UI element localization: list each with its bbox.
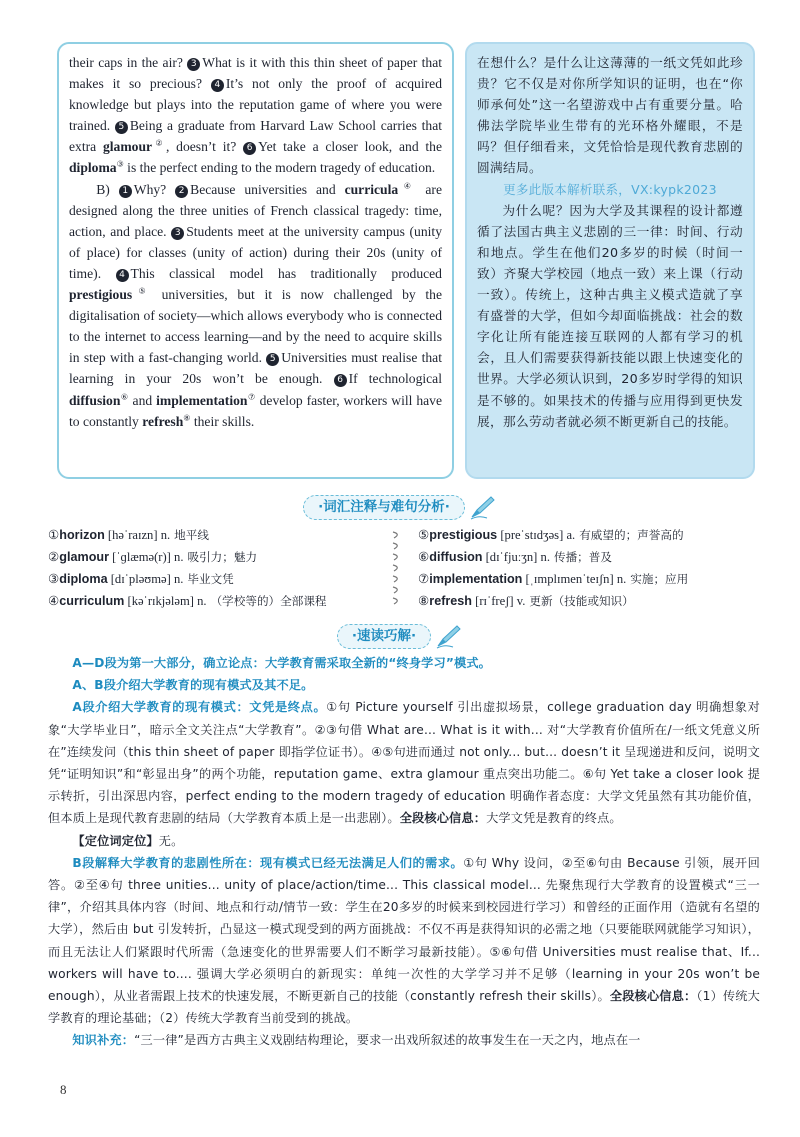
- passage-text: Yet take a closer look, and the: [258, 139, 443, 155]
- vocab-phonetic: [rɪˈfreʃ]: [472, 594, 517, 608]
- vocab-column-left: [48, 524, 368, 612]
- analysis-b-core: （1）传统大学教育的理论基础；（2）传统大学教育当前受到的挑战。: [48, 989, 760, 1026]
- vocab-index: ③: [48, 572, 60, 586]
- vocab-definition: 有威望的；声誉高的: [579, 528, 684, 542]
- page-number: 8: [60, 1082, 67, 1097]
- vocab-keyword: glamour: [102, 139, 153, 155]
- translation-b: 为什么呢？因为大学及其课程的设计都遵循了法国古典主义悲剧的三一律：时间、行动和地点。学生在他们20多岁的时候（时间一致）齐聚大学校园（地点一致）来上课（行动一致）。传统上，这种古典主义模式造就了享有盛誉的大学，但如今却面临挑战：社会的数字化让所有能连接互联网的人都有学习的机会，且人们需要获得新技能以跟上快速变化的世界。大学必须认识到，20多岁时学得的知识是不够的。如果技术的传播与应用得到更快发展，那么劳动者就必须不断更新自己的技能。: [477, 202, 743, 429]
- vocab-keyword: diploma: [69, 160, 117, 176]
- analysis-a-core-label: 全段核心信息：: [399, 811, 487, 826]
- pen-icon: [435, 623, 463, 649]
- sentence-number-icon: 4: [211, 79, 224, 92]
- locate-word-label: 【定位词定位】: [72, 833, 159, 848]
- vocab-pos: n.: [173, 572, 184, 586]
- passage-text: develop faster, workers will have to constantly: [69, 392, 442, 429]
- analysis-a-core: 大学文凭是教育的终点。: [486, 811, 622, 826]
- passage-text: and: [128, 392, 157, 408]
- passage-text: It’s not only the proof of acquired knowledge but plays into the reputation game of where you were trained.: [69, 76, 442, 134]
- vocab-column-right: [418, 524, 738, 612]
- vocab-pos: v.: [516, 594, 526, 608]
- vocab-phonetic: [dɪˈfjuːʒn]: [482, 550, 541, 564]
- vocab-item-diffusion: [418, 546, 738, 568]
- sentence-number-icon: 6: [243, 142, 256, 155]
- vocab-section-header: [0, 494, 800, 520]
- vocab-index: ①: [48, 528, 60, 542]
- analysis-ad-heading: A—D段为第一大部分，确立论点：大学教育需采取全新的“终身学习”模式。: [72, 656, 492, 670]
- vocab-item-diploma: [48, 568, 368, 590]
- vocab-word: horizon: [59, 528, 105, 542]
- knowledge-text: “三一律”是西方古典主义戏剧结构理论，要求一出戏所叙述的故事发生在一天之内，地点在一: [134, 1033, 641, 1048]
- vocab-phonetic: [həˈraɪzn]: [104, 528, 161, 542]
- sentence-number-icon: 3: [171, 227, 184, 240]
- analysis-ab-heading: A、B段介绍大学教育的现有模式及其不足。: [72, 678, 314, 693]
- vocab-definition: （学校等的）全部课程: [210, 594, 327, 608]
- analysis-section: [48, 652, 760, 1052]
- locate-word-value: 无。: [158, 833, 184, 848]
- vocab-word: implementation: [429, 572, 523, 586]
- vocab-pos: n.: [160, 528, 171, 542]
- vocab-word: diploma: [59, 572, 108, 586]
- vocab-word: prestigious: [429, 528, 498, 542]
- passage-text: Because universities and: [190, 181, 345, 197]
- footnote-marker: ⑦: [247, 391, 256, 401]
- vocab-keyword: diffusion: [69, 392, 121, 408]
- vocab-item-implementation: [418, 568, 738, 590]
- passage-text: What is it with this thin sheet of paper that makes it so precious?: [69, 55, 443, 92]
- vocab-definition: 实施；应用: [630, 572, 689, 586]
- vocab-pos: n.: [540, 550, 550, 564]
- vocab-keyword: refresh: [142, 413, 184, 429]
- knowledge-supplement: [48, 1029, 760, 1051]
- vocab-word: diffusion: [429, 550, 483, 564]
- chinese-translation-box: [465, 42, 755, 479]
- vocab-definition: 传播；普及: [553, 550, 612, 564]
- vocab-pos: n.: [197, 594, 207, 608]
- analysis-a-paragraph: [48, 696, 760, 829]
- analysis-b-label: B段解释大学教育的悲剧性所在：现有模式已经无法满足人们的需求。: [72, 855, 464, 870]
- vocab-word: curriculum: [59, 594, 125, 608]
- vocab-phonetic: [ˈɡlæmə(r)]: [108, 550, 175, 564]
- passage-a-continued: [69, 52, 442, 179]
- passage-text: universities, but it is now challenged by the digitalisation of society—which allows everybody who is connected to the internet to access learning—and by the need to acquire skills in step with a fast-changing world.: [69, 287, 442, 366]
- passage-text: is the perfect ending to the modern tragedy of education.: [123, 160, 436, 176]
- english-passage-box: [57, 42, 454, 479]
- analysis-a-label: A段介绍大学教育的现有模式：文凭是终点。: [72, 700, 327, 715]
- vocab-phonetic: [dɪˈpləʊmə]: [107, 572, 174, 586]
- passage-text: Students meet at the university campus (unity of place) for classes (unity of action) during their 20s (unity of time).: [69, 223, 442, 281]
- sentence-number-icon: 4: [116, 269, 129, 282]
- vocab-index: ④: [48, 594, 60, 608]
- passage-text: Being a graduate from Harvard Law School carries that extra: [69, 118, 442, 155]
- vocab-word: glamour: [59, 550, 109, 564]
- vocab-pos: n.: [616, 572, 627, 586]
- passage-b: [69, 179, 442, 432]
- vocab-item-glamour: [48, 546, 368, 568]
- sentence-number-icon: 5: [115, 121, 128, 134]
- sentence-number-icon: 6: [334, 374, 347, 387]
- analysis-b-core-label: 全段核心信息：: [609, 989, 697, 1004]
- reading-section-title: ·速读巧解·: [337, 624, 431, 649]
- vocab-index: ②: [48, 550, 60, 564]
- vocab-index: ⑧: [418, 594, 430, 608]
- vocab-phonetic: [preˈstɪdʒəs]: [497, 528, 567, 542]
- vocab-section-title: ·词汇注释与难句分析·: [303, 495, 465, 520]
- passage-text: Universities must realise that learning in your 20s won’t be enough.: [69, 350, 442, 387]
- analysis-b-paragraph: [48, 852, 760, 1030]
- passage-text: their caps in the air?: [69, 55, 188, 70]
- passage-text: , doesn’t it?: [166, 139, 244, 155]
- analysis-b-body: ①句 Why 设问，②至⑥句由 Because 引领，展开回答。②至④句 three unities... unity of place/action/time... This classical model... 先聚焦现行大学教育的设置模式“三一律”，介绍其具体内容（时间、地点和行动/情节一致：学生在20多岁的时候来到校园进行学习）和曾经的正面作用（造就有名望的大学），然后由 but 引发转折，凸显这一模式现受到的两方面挑战：不仅不再是获得知识的必需之地（只要能联网就能学习知识），而且无法让人们紧跟时代所需（急速变化的世界需要人们不断学习最新技能）。⑤⑥句借 Universities must realise that、If... workers will have to.... 强调大学必须明白的新现实：单纯一次性的大学学习并不足够（learning in your 20s won’t be enough），从业者需跟上技术的快速发展，不断更新自己的技能（constantly refresh their skills）。: [48, 855, 760, 1004]
- vocab-phonetic: [kəˈrɪkjələm]: [124, 594, 198, 608]
- locate-word-line: [48, 830, 760, 852]
- sentence-number-icon: 1: [119, 185, 132, 198]
- vocab-keyword: prestigious: [69, 287, 133, 303]
- vocab-pos: a.: [566, 528, 576, 542]
- footnote-marker: ②: [152, 138, 166, 148]
- vocab-item-prestigious: [418, 524, 738, 546]
- vocab-item-curriculum: [48, 590, 368, 612]
- reading-section-header: [0, 623, 800, 649]
- footnote-marker: ⑤: [132, 286, 152, 296]
- vocab-index: ⑦: [418, 572, 430, 586]
- analysis-a-body: ①句 Picture yourself 引出虚拟场景，college graduation day 明确想象对象“大学毕业日”，暗示全文关注点“大学教育”。②③句借 What are... What is it with... 对“大学教育价值所在/一纸文凭意义所在”连续发问（this thin sheet of paper 即指学位证书）。④⑤句进而通过 not only... but... doesn’t it 呈现递进和反问，说明文凭“证明知识”和“彰显出身”的两个功能，reputation game、extra glamour 重点突出功能二。⑥句 Yet take a closer look 提示转折，引出深思内容，perfect ending to the modern tragedy of education 明确作者态度：大学文凭虽然有其功能价值，但本质上是现代教育悲剧的结局（大学教育本质上是一出悲剧）。: [48, 700, 760, 826]
- translation-a-continued: 在想什么？是什么让这薄薄的一纸文凭如此珍贵？它不仅是对你所学知识的证明，也在“你师承何处”这一名望游戏中占有重要分量。哈佛法学院毕业生带有的光环格外耀眼，不是吗？但仔细看来，文凭恰恰是现代教育悲剧的圆满结局。: [477, 55, 743, 176]
- footnote-marker: ⑥: [120, 391, 129, 401]
- vocab-phonetic: [ˌɪmplɪmenˈteɪʃn]: [522, 572, 617, 586]
- footnote-marker: ④: [398, 181, 417, 191]
- vocab-definition: 毕业文凭: [187, 572, 234, 586]
- sentence-number-icon: 2: [175, 185, 188, 198]
- sentence-number-icon: 3: [187, 58, 200, 71]
- vocab-definition: 更新（技能或知识）: [529, 594, 634, 608]
- pen-icon: [469, 494, 497, 520]
- vocab-index: ⑤: [418, 528, 430, 542]
- binding-spiral-icon: [390, 528, 404, 612]
- vocab-definition: 吸引力；魅力: [187, 550, 258, 564]
- passage-text: B): [96, 181, 119, 197]
- passage-text: If technological: [348, 371, 442, 387]
- vocab-item-horizon: [48, 524, 368, 546]
- passage-text: are designed along the three unities of French classical tragedy: time, action, and place.: [69, 181, 442, 239]
- knowledge-label: 知识补充：: [72, 1033, 135, 1048]
- vocab-item-refresh: [418, 590, 738, 612]
- footnote-marker: ③: [116, 159, 124, 169]
- vocab-word: refresh: [429, 594, 472, 608]
- vocab-index: ⑥: [418, 550, 430, 564]
- vocab-keyword: curricula: [344, 181, 399, 197]
- passage-text: Why?: [133, 181, 176, 197]
- watermark-text: 更多此版本解析联系，VX:kypk2023: [503, 181, 717, 197]
- sentence-number-icon: 5: [266, 353, 279, 366]
- passage-text: their skills.: [190, 413, 255, 429]
- footnote-marker: ⑧: [183, 413, 191, 423]
- vocab-pos: n.: [174, 550, 184, 564]
- passage-text: This classical model has traditionally produced: [130, 265, 442, 281]
- vocab-definition: 地平线: [174, 528, 209, 542]
- vocab-keyword: implementation: [156, 392, 248, 408]
